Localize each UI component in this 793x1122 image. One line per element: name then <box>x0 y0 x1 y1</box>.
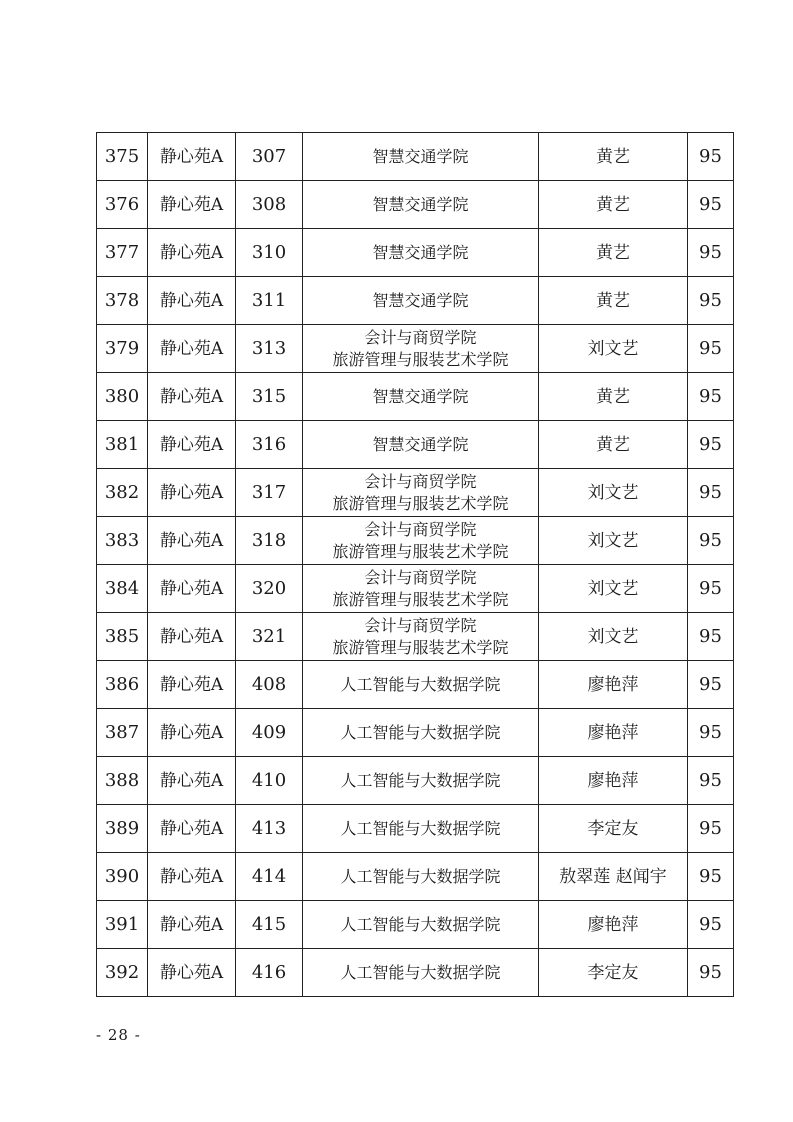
room-number-cell: 313 <box>236 325 303 373</box>
row-number-cell: 382 <box>97 469 148 517</box>
college-cell <box>303 949 539 997</box>
college-line: 旅游管理与服装艺术学院 <box>332 349 509 369</box>
score-cell: 95 <box>688 469 734 517</box>
table-row <box>97 373 734 421</box>
room-number-cell: 316 <box>236 421 303 469</box>
room-number-cell: 409 <box>236 709 303 757</box>
row-number-cell: 378 <box>97 277 148 325</box>
score-cell: 95 <box>688 277 734 325</box>
college-cell <box>303 613 539 661</box>
college-cell <box>303 469 539 517</box>
table-row <box>97 181 734 229</box>
college-line: 会计与商贸学院 <box>364 327 477 347</box>
score-cell: 95 <box>688 613 734 661</box>
building-cell: 静心苑A <box>148 853 236 901</box>
college-line: 智慧交通学院 <box>372 386 469 406</box>
building-cell: 静心苑A <box>148 133 236 181</box>
college-cell <box>303 181 539 229</box>
building-cell: 静心苑A <box>148 709 236 757</box>
row-number-cell: 390 <box>97 853 148 901</box>
table-row <box>97 613 734 661</box>
staff-cell: 敖翠莲 赵闻宇 <box>539 853 688 901</box>
room-number-cell: 308 <box>236 181 303 229</box>
score-cell: 95 <box>688 181 734 229</box>
college-cell <box>303 661 539 709</box>
staff-cell: 黄艺 <box>539 277 688 325</box>
staff-cell: 刘文艺 <box>539 613 688 661</box>
college-line: 旅游管理与服装艺术学院 <box>332 493 509 513</box>
college-line: 会计与商贸学院 <box>364 615 477 635</box>
college-line: 旅游管理与服装艺术学院 <box>332 589 509 609</box>
score-cell: 95 <box>688 949 734 997</box>
table-row <box>97 949 734 997</box>
building-cell: 静心苑A <box>148 949 236 997</box>
table-row <box>97 133 734 181</box>
college-line: 旅游管理与服装艺术学院 <box>332 637 509 657</box>
college-line: 会计与商贸学院 <box>364 567 477 587</box>
score-cell: 95 <box>688 901 734 949</box>
college-cell <box>303 565 539 613</box>
score-cell: 95 <box>688 421 734 469</box>
row-number-cell: 383 <box>97 517 148 565</box>
college-cell <box>303 709 539 757</box>
score-cell: 95 <box>688 325 734 373</box>
score-cell: 95 <box>688 565 734 613</box>
row-number-cell: 385 <box>97 613 148 661</box>
college-cell <box>303 421 539 469</box>
room-number-cell: 315 <box>236 373 303 421</box>
building-cell: 静心苑A <box>148 373 236 421</box>
table-row <box>97 709 734 757</box>
table-row <box>97 229 734 277</box>
college-cell <box>303 229 539 277</box>
college-line: 人工智能与大数据学院 <box>340 722 501 742</box>
staff-cell: 廖艳萍 <box>539 661 688 709</box>
college-cell <box>303 325 539 373</box>
staff-cell: 刘文艺 <box>539 565 688 613</box>
room-number-cell: 410 <box>236 757 303 805</box>
score-cell: 95 <box>688 517 734 565</box>
room-number-cell: 310 <box>236 229 303 277</box>
college-line: 智慧交通学院 <box>372 290 469 310</box>
row-number-cell: 380 <box>97 373 148 421</box>
college-cell <box>303 133 539 181</box>
building-cell: 静心苑A <box>148 565 236 613</box>
staff-cell: 黄艺 <box>539 133 688 181</box>
building-cell: 静心苑A <box>148 421 236 469</box>
table-row <box>97 757 734 805</box>
building-cell: 静心苑A <box>148 229 236 277</box>
row-number-cell: 388 <box>97 757 148 805</box>
room-number-cell: 321 <box>236 613 303 661</box>
table-row <box>97 469 734 517</box>
room-number-cell: 413 <box>236 805 303 853</box>
score-cell: 95 <box>688 709 734 757</box>
college-line: 人工智能与大数据学院 <box>340 866 501 886</box>
room-number-cell: 408 <box>236 661 303 709</box>
row-number-cell: 387 <box>97 709 148 757</box>
score-cell: 95 <box>688 661 734 709</box>
table-row <box>97 277 734 325</box>
college-cell <box>303 757 539 805</box>
college-line: 智慧交通学院 <box>372 146 469 166</box>
room-number-cell: 318 <box>236 517 303 565</box>
staff-cell: 廖艳萍 <box>539 709 688 757</box>
row-number-cell: 391 <box>97 901 148 949</box>
score-cell: 95 <box>688 757 734 805</box>
table-row <box>97 565 734 613</box>
score-cell: 95 <box>688 229 734 277</box>
college-cell <box>303 901 539 949</box>
row-number-cell: 376 <box>97 181 148 229</box>
building-cell: 静心苑A <box>148 181 236 229</box>
building-cell: 静心苑A <box>148 469 236 517</box>
table-row <box>97 421 734 469</box>
room-number-cell: 307 <box>236 133 303 181</box>
row-number-cell: 379 <box>97 325 148 373</box>
college-line: 会计与商贸学院 <box>364 471 477 491</box>
score-cell: 95 <box>688 805 734 853</box>
college-line: 人工智能与大数据学院 <box>340 914 501 934</box>
building-cell: 静心苑A <box>148 517 236 565</box>
staff-cell: 刘文艺 <box>539 517 688 565</box>
score-cell: 95 <box>688 853 734 901</box>
college-line: 智慧交通学院 <box>372 194 469 214</box>
page-number: - 28 - <box>96 1026 141 1044</box>
staff-cell: 刘文艺 <box>539 469 688 517</box>
row-number-cell: 384 <box>97 565 148 613</box>
college-line: 会计与商贸学院 <box>364 519 477 539</box>
staff-cell: 李定友 <box>539 805 688 853</box>
college-line: 人工智能与大数据学院 <box>340 962 501 982</box>
row-number-cell: 386 <box>97 661 148 709</box>
building-cell: 静心苑A <box>148 661 236 709</box>
college-line: 人工智能与大数据学院 <box>340 818 501 838</box>
table-row <box>97 901 734 949</box>
college-line: 旅游管理与服装艺术学院 <box>332 541 509 561</box>
room-number-cell: 311 <box>236 277 303 325</box>
college-line: 智慧交通学院 <box>372 242 469 262</box>
building-cell: 静心苑A <box>148 277 236 325</box>
room-number-cell: 416 <box>236 949 303 997</box>
table-row <box>97 325 734 373</box>
staff-cell: 黄艺 <box>539 421 688 469</box>
college-cell <box>303 853 539 901</box>
score-cell: 95 <box>688 373 734 421</box>
room-number-cell: 317 <box>236 469 303 517</box>
building-cell: 静心苑A <box>148 613 236 661</box>
room-number-cell: 415 <box>236 901 303 949</box>
college-line: 人工智能与大数据学院 <box>340 770 501 790</box>
staff-cell: 黄艺 <box>539 181 688 229</box>
building-cell: 静心苑A <box>148 757 236 805</box>
score-cell: 95 <box>688 133 734 181</box>
table-row <box>97 661 734 709</box>
staff-cell: 黄艺 <box>539 373 688 421</box>
row-number-cell: 381 <box>97 421 148 469</box>
room-number-cell: 320 <box>236 565 303 613</box>
staff-cell: 刘文艺 <box>539 325 688 373</box>
building-cell: 静心苑A <box>148 901 236 949</box>
building-cell: 静心苑A <box>148 325 236 373</box>
staff-cell: 黄艺 <box>539 229 688 277</box>
college-cell <box>303 517 539 565</box>
dormitory-score-table <box>96 132 734 997</box>
table-row <box>97 517 734 565</box>
row-number-cell: 377 <box>97 229 148 277</box>
building-cell: 静心苑A <box>148 805 236 853</box>
staff-cell: 李定友 <box>539 949 688 997</box>
college-cell <box>303 277 539 325</box>
row-number-cell: 389 <box>97 805 148 853</box>
staff-cell: 廖艳萍 <box>539 901 688 949</box>
college-cell <box>303 805 539 853</box>
table-body <box>97 133 734 997</box>
college-line: 智慧交通学院 <box>372 434 469 454</box>
room-number-cell: 414 <box>236 853 303 901</box>
table-row <box>97 805 734 853</box>
staff-cell: 廖艳萍 <box>539 757 688 805</box>
table-row <box>97 853 734 901</box>
college-cell <box>303 373 539 421</box>
row-number-cell: 392 <box>97 949 148 997</box>
row-number-cell: 375 <box>97 133 148 181</box>
college-line: 人工智能与大数据学院 <box>340 674 501 694</box>
